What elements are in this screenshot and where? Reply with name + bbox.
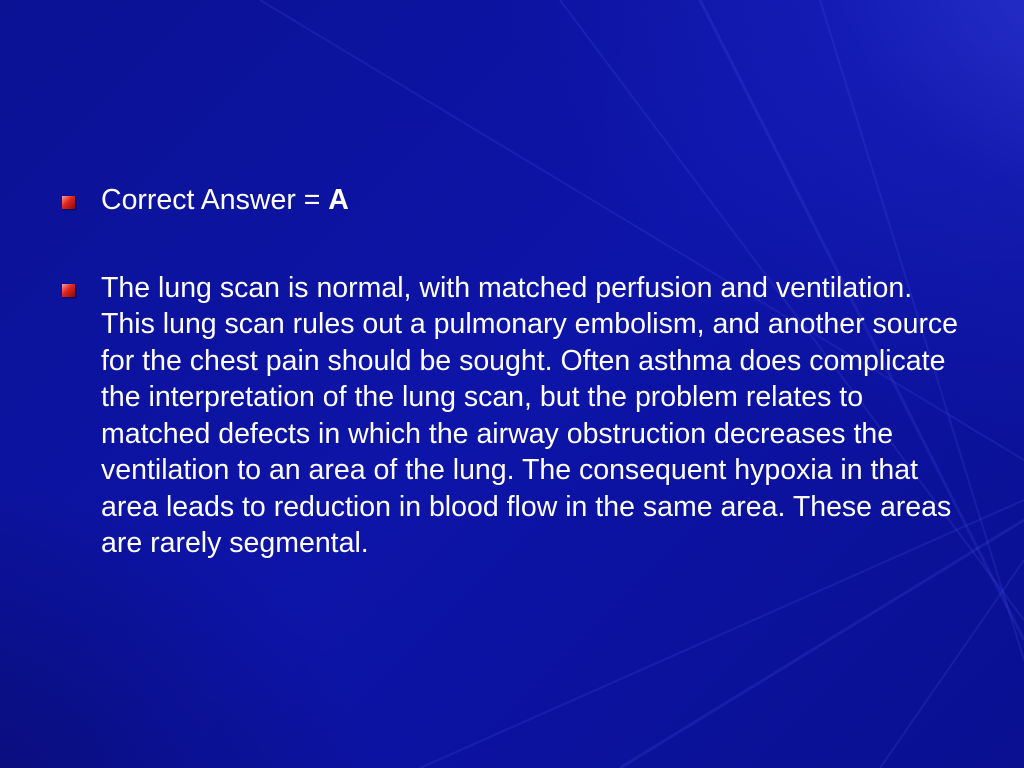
red-square-bullet-icon — [62, 284, 75, 297]
red-square-bullet-icon — [62, 196, 75, 209]
bullet-list — [60, 182, 960, 562]
bullet-item-correct-answer — [60, 182, 960, 219]
correct-answer-letter: A — [328, 184, 349, 216]
explanation-text: The lung scan is normal, with matched perfusion and ventilation. This lung scan rules out a pulmonary embolism, and another source for the chest pain should be sought. Often asthma does complicate the interpretation of the lung scan, but the problem relates to matched defects in which the airway obstruction decreases the ventilation to an area of the lung. The consequent hypoxia in that area leads to reduction in blood flow in the same area. These areas are rarely segmental. — [101, 271, 959, 559]
correct-answer-label: Correct Answer = — [101, 184, 329, 216]
bullet-item-explanation — [60, 270, 960, 562]
